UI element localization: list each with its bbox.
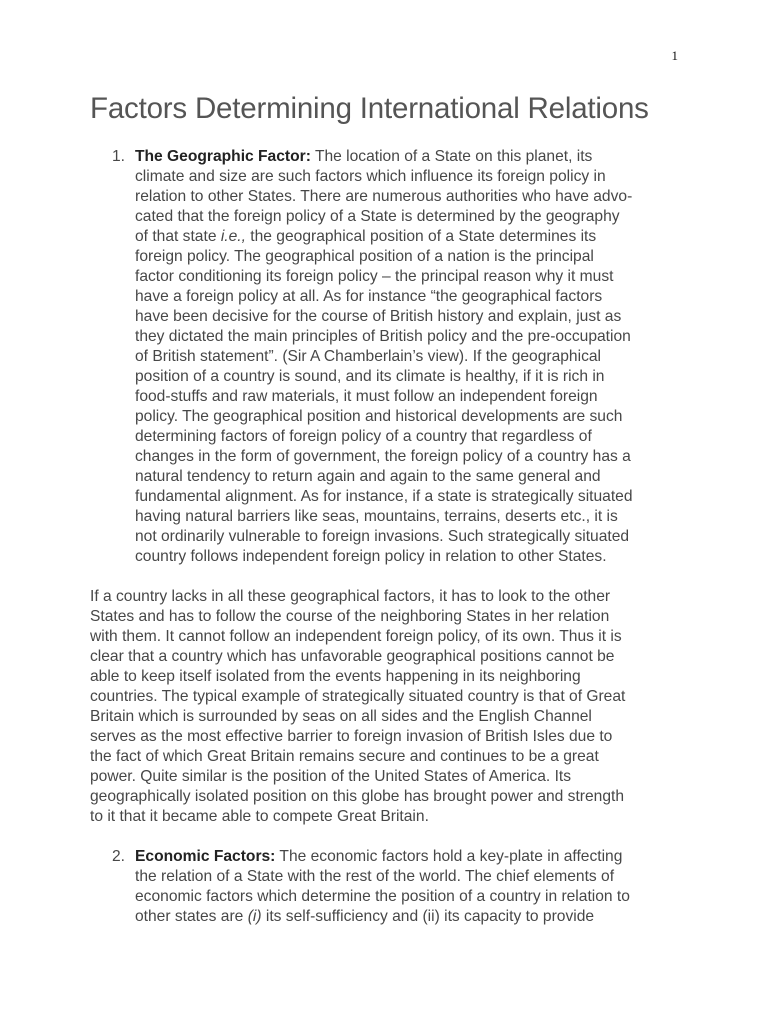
text-line: fundamental alignment. As for instance, if a state is strategically situated [135, 488, 633, 505]
text-line: determining factors of foreign policy of a country that regardless of [135, 428, 592, 445]
text-line: cated that the foreign policy of a State is determined by the geography [135, 208, 620, 225]
text-line: power. Quite similar is the position of the United States of America. Its [90, 768, 572, 785]
page-number: 1 [671, 48, 678, 63]
text-line: having natural barriers like seas, mountains, terrains, deserts etc., it is [135, 508, 618, 525]
text-line: natural tendency to return again and again to the same general and [135, 468, 601, 485]
text-line: factor conditioning its foreign policy – the principal reason why it must [135, 268, 614, 285]
item-first-line-text: The location of a State on this planet, its [310, 148, 593, 165]
text-line: have been decisive for the course of British history and explain, just as [135, 308, 622, 325]
text-line: States and has to follow the course of the neighboring States in her relation [90, 608, 610, 625]
text-line: other states are (i) its self-sufficiency and (ii) its capacity to provide [135, 908, 595, 925]
item-first-line [135, 847, 622, 867]
text-line: economic factors which determine the position of a country in relation to [135, 888, 630, 905]
text-line: relation to other States. There are numerous authorities who have advo- [135, 188, 633, 205]
item-first-line [135, 147, 592, 167]
text-line: to it that it became able to compete Great Britain. [90, 808, 429, 825]
text-line: policy. The geographical position and historical developments are such [135, 408, 623, 425]
item-first-line-text: The economic factors hold a key-plate in affecting [275, 848, 623, 865]
text-line: with them. It cannot follow an independent foreign policy, of its own. Thus it is [90, 628, 622, 645]
text-line: the relation of a State with the rest of the world. The chief elements of [135, 868, 615, 885]
text-line: have a foreign policy at all. As for instance “the geographical factors [135, 288, 603, 305]
text-line: of that state i.e., the geographical position of a State determines its [135, 228, 597, 245]
text-line: If a country lacks in all these geographical factors, it has to look to the other [90, 588, 611, 605]
text-line: they dictated the main principles of British policy and the pre-occupation [135, 328, 631, 345]
list-number: 1. [112, 148, 126, 165]
text-line: Britain which is surrounded by seas on all sides and the English Channel [90, 708, 592, 725]
text-line: able to keep itself isolated from the events happening in its neighboring [90, 668, 581, 685]
item-heading: The Geographic Factor: [135, 148, 311, 165]
text-line: of British statement”. (Sir A Chamberlain’s view). If the geographical [135, 348, 601, 365]
text-line: serves as the most effective barrier to foreign invasion of British Isles due to [90, 728, 613, 745]
text-line: food-stuffs and raw materials, it must follow an independent foreign [135, 388, 598, 405]
text-line: the fact of which Great Britain remains secure and continues to be a great [90, 748, 599, 765]
text-line: climate and size are such factors which influence its foreign policy in [135, 168, 606, 185]
text-line: clear that a country which has unfavorable geographical positions cannot be [90, 648, 615, 665]
text-line: not ordinarily vulnerable to foreign invasions. Such strategically situated [135, 528, 630, 545]
list-number: 2. [112, 848, 126, 865]
text-line: country follows independent foreign policy in relation to other States. [135, 548, 607, 565]
item-heading: Economic Factors: [135, 848, 276, 865]
text-line: foreign policy. The geographical position of a nation is the principal [135, 248, 594, 265]
text-line: position of a country is sound, and its climate is healthy, if it is rich in [135, 368, 605, 385]
text-line: changes in the form of government, the foreign policy of a country has a [135, 448, 631, 465]
text-line: countries. The typical example of strategically situated country is that of Great [90, 688, 626, 705]
page-title: Factors Determining International Relations [90, 92, 649, 125]
text-line: geographically isolated position on this globe has brought power and strength [90, 788, 625, 805]
